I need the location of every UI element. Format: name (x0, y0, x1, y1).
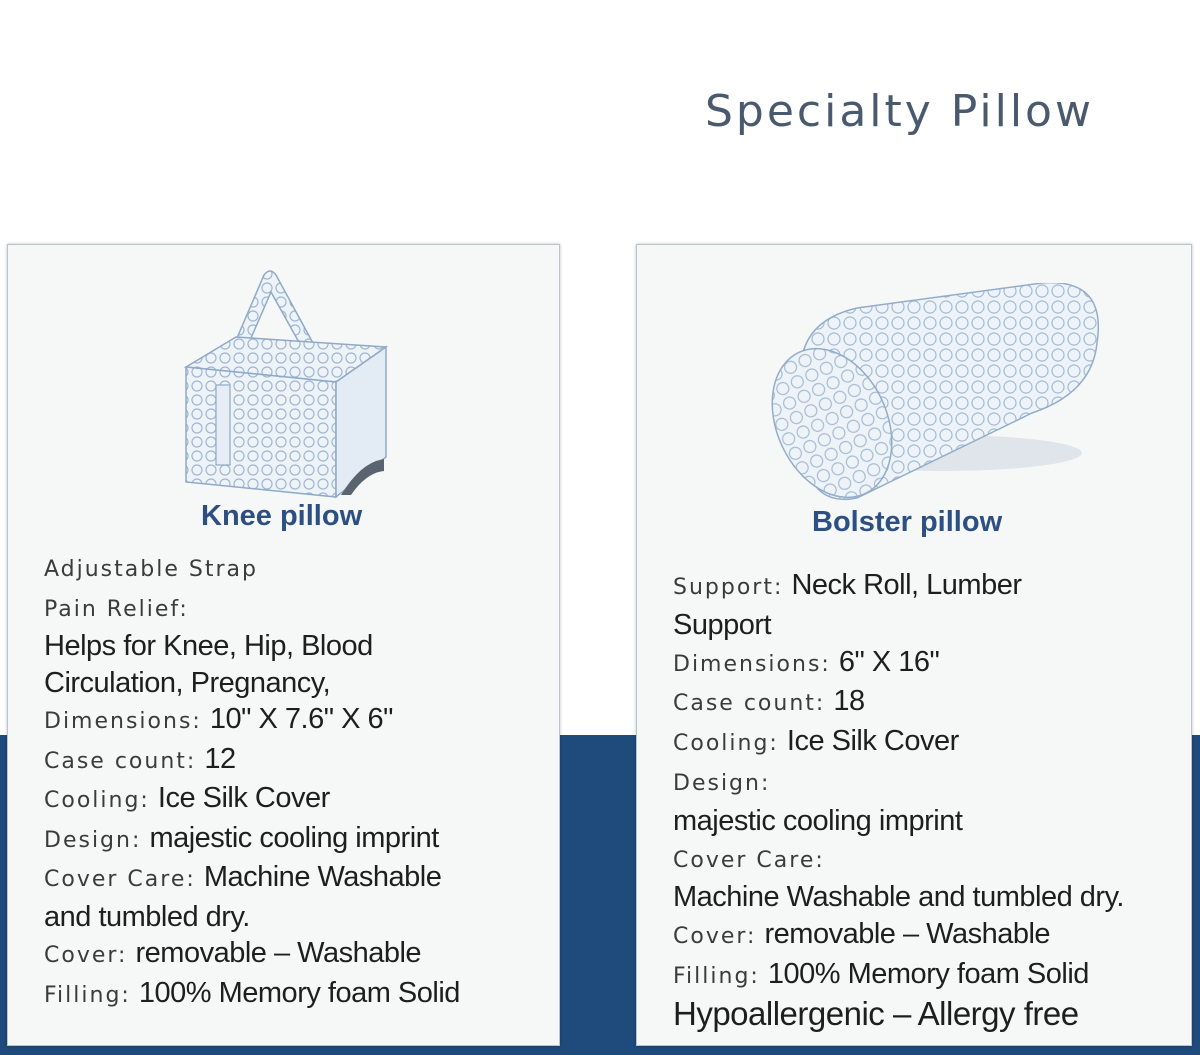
spec-case-count: Case count: 18 (673, 685, 865, 718)
bolster-pillow-image (762, 283, 1107, 508)
spec-cooling: Cooling: Ice Silk Cover (44, 782, 330, 814)
spec-pain-relief-line1: Helps for Knee, Hip, Blood (44, 630, 373, 662)
spec-pain-relief-key: Pain Relief: (44, 596, 189, 622)
bolster-pillow-title: Bolster pillow (812, 506, 1003, 538)
spec-filling: Filling: 100% Memory foam Solid (44, 976, 460, 1009)
spec-design-val: majestic cooling imprint (673, 804, 963, 837)
bolster-pillow-card (636, 244, 1192, 1046)
spec-case-count: Case count: 12 (44, 742, 236, 775)
spec-hypoallergenic: Hypoallergenic – Allergy free (673, 994, 1079, 1032)
spec-design: Design: majestic cooling imprint (44, 821, 439, 854)
spec-cover-care-cont: and tumbled dry. (44, 900, 250, 933)
page-title: Specialty Pillow (705, 86, 1094, 137)
spec-feature: Adjustable Strap (44, 557, 258, 582)
spec-cover: Cover: removable – Washable (673, 918, 1051, 951)
spec-dimensions: Dimensions: 6" X 16" (673, 645, 940, 678)
spec-dimensions: Dimensions: 10" X 7.6" X 6" (44, 703, 393, 735)
knee-pillow-title: Knee pillow (201, 500, 363, 532)
spec-pain-relief-line2: Circulation, Pregnancy, (44, 666, 331, 699)
spec-cover: Cover: removable – Washable (44, 937, 422, 969)
knee-pillow-image (176, 267, 391, 507)
knee-spec-list (44, 549, 460, 1014)
spec-support: Support: Neck Roll, Lumber (673, 569, 1022, 601)
spec-filling: Filling: 100% Memory foam Solid (673, 957, 1089, 990)
spec-cover-care-val: Machine Washable and tumbled dry. (673, 881, 1124, 914)
spec-cover-care-key: Cover Care: (673, 847, 825, 873)
spec-design-key: Design: (673, 770, 771, 796)
bolster-spec-list (673, 567, 1124, 1035)
spec-support-cont: Support (673, 608, 772, 641)
knee-pillow-card (7, 244, 560, 1046)
spec-cover-care: Cover Care: Machine Washable (44, 861, 442, 893)
spec-cooling: Cooling: Ice Silk Cover (673, 725, 959, 758)
